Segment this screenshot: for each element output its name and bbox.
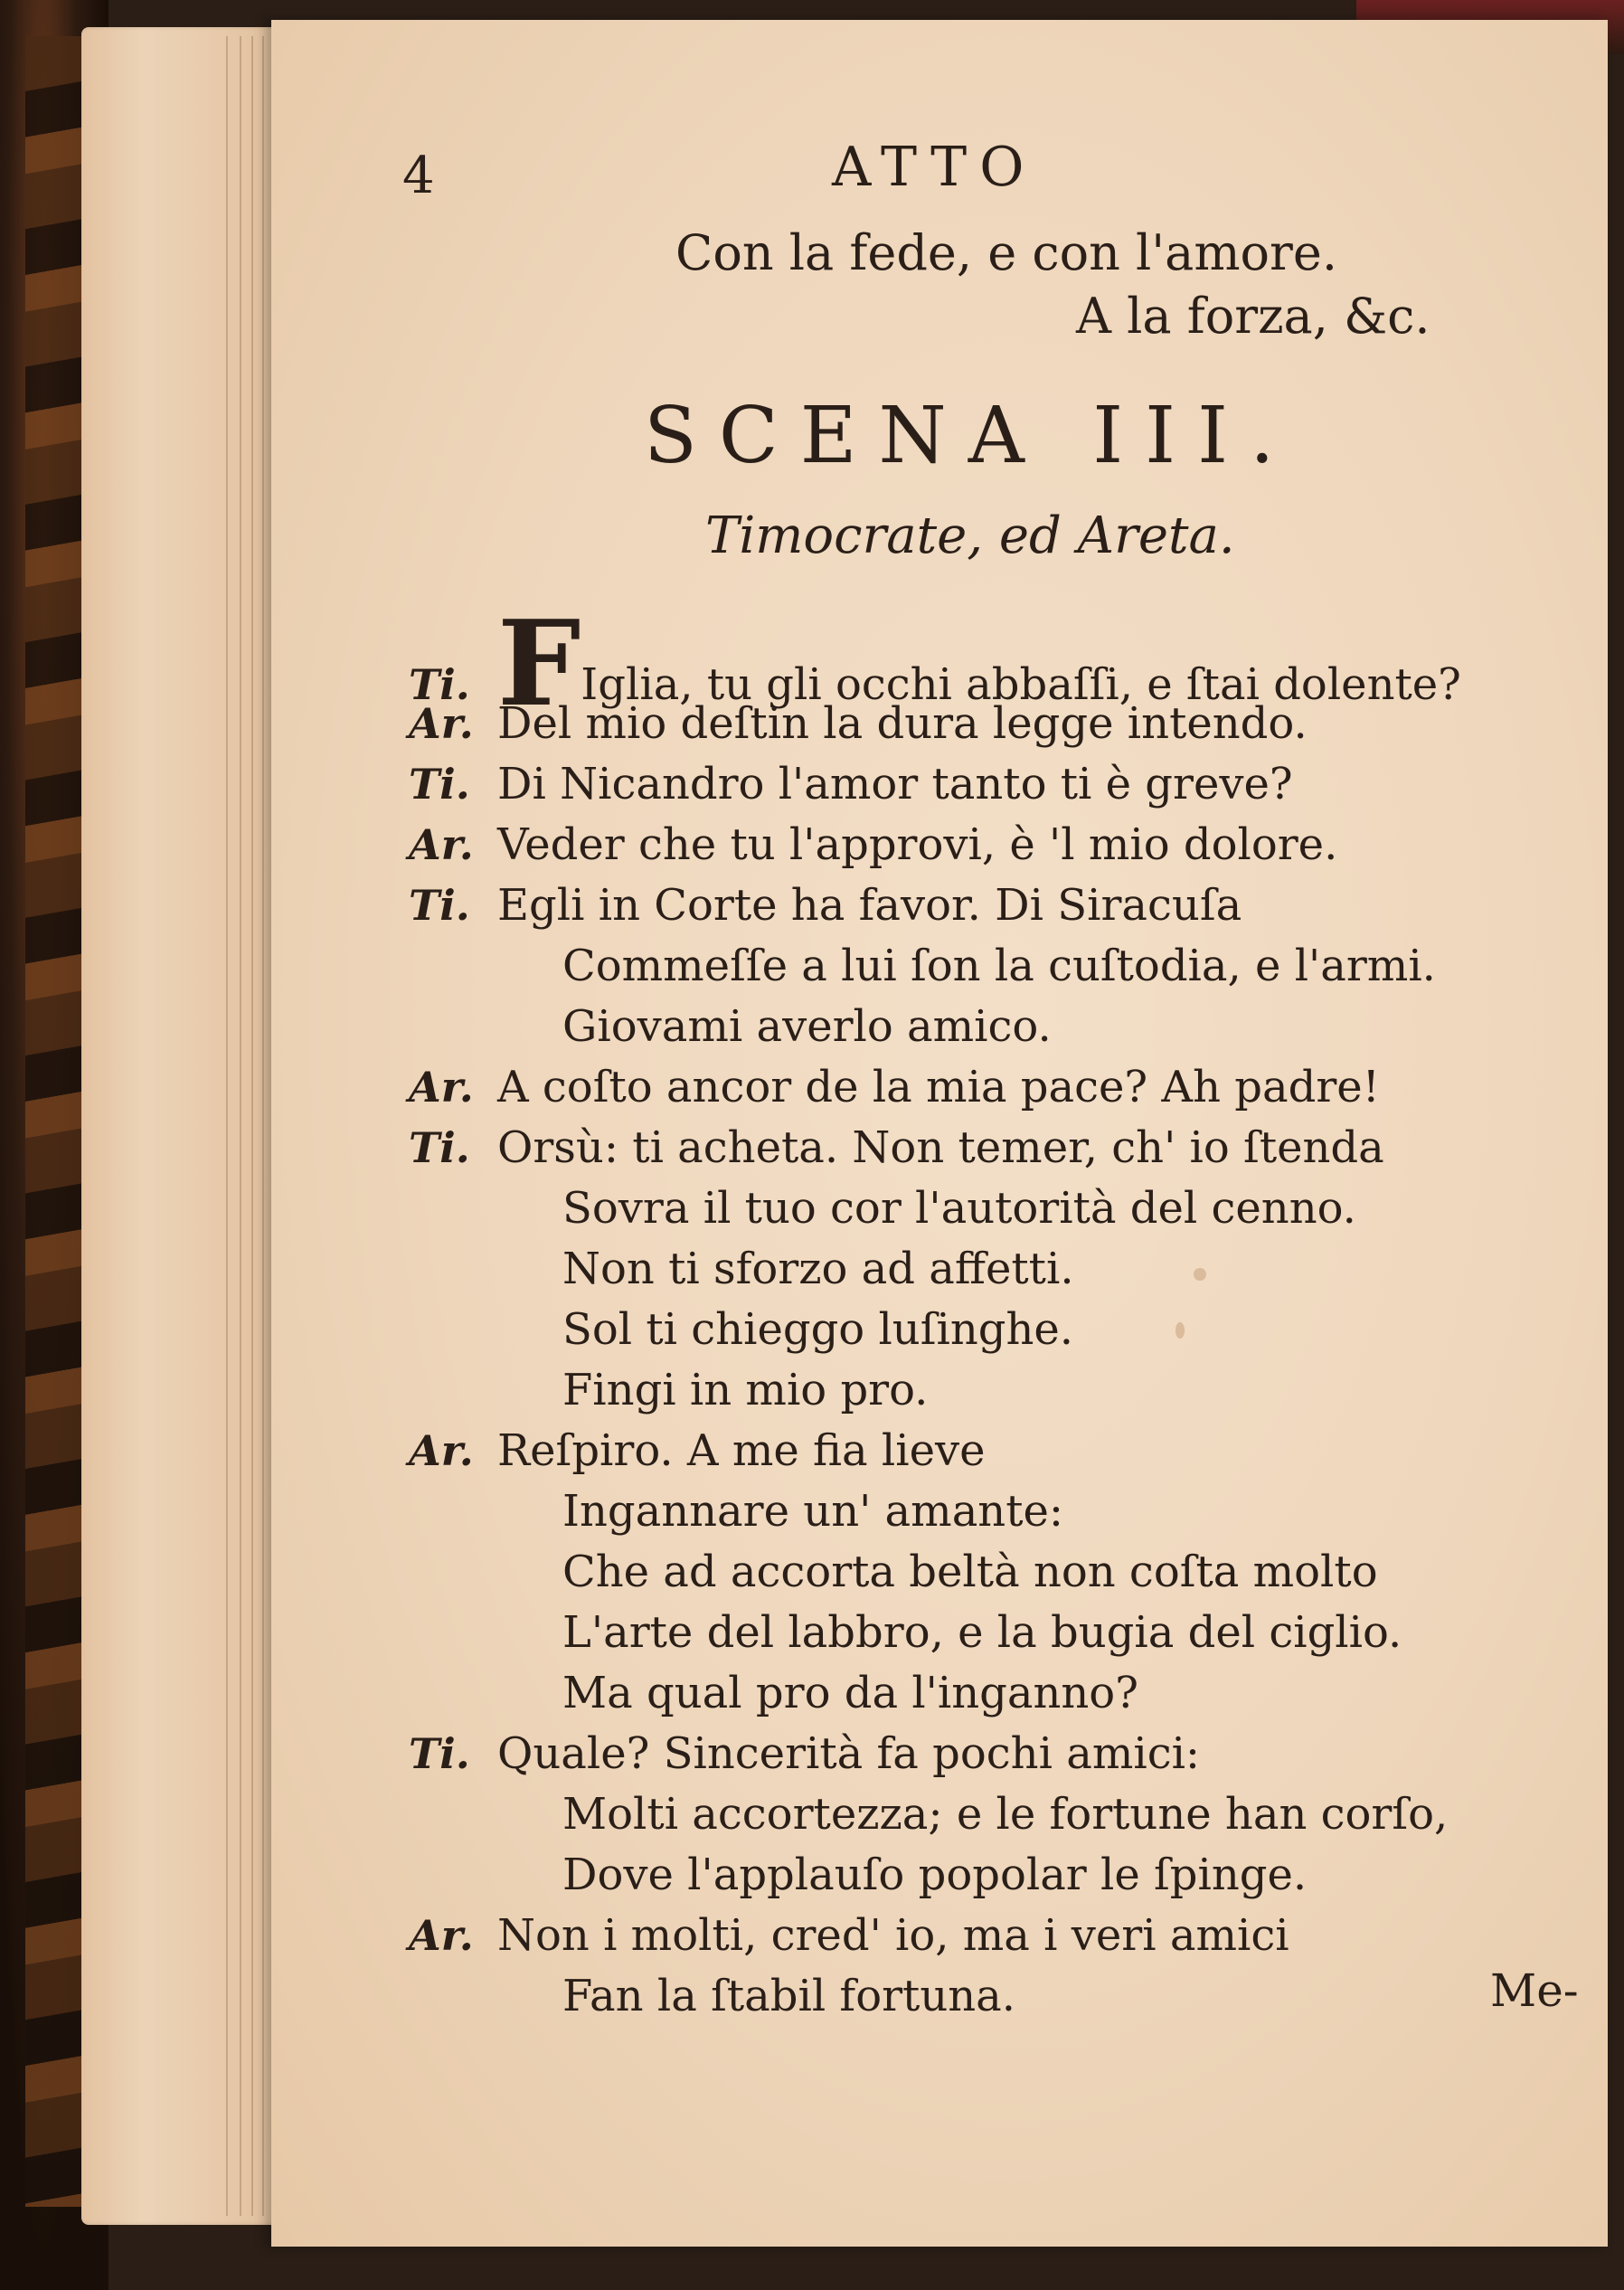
- dialogue-line: [409, 1724, 1584, 1784]
- dialogue-block: [409, 594, 1584, 2027]
- page-edge-line: [240, 36, 241, 2216]
- dialogue-line: [409, 1603, 1584, 1663]
- dialogue-line: [409, 1239, 1584, 1300]
- speaker-label: Ar.: [409, 1426, 474, 1475]
- page-edge-line: [226, 36, 228, 2216]
- dialogue-line: [409, 815, 1584, 875]
- dialogue-line: [409, 1421, 1584, 1481]
- verse-text: Orsù: ti acheta. Non temer, ch' io ſtenda: [497, 1122, 1384, 1173]
- speaker-label: Ar.: [409, 1911, 474, 1960]
- verse-text: A coſto ancor de la mia pace? Ah padre!: [497, 1062, 1380, 1112]
- verse-text: Che ad accorta beltà non coſta molto: [562, 1547, 1378, 1597]
- previous-verse-line: Con la fede, e con l'amore.: [675, 224, 1337, 281]
- page-edge-line: [262, 36, 264, 2216]
- verse-text: Di Nicandro l'amor tanto ti è greve?: [497, 759, 1293, 809]
- verse-text: Sol ti chieggo luſinghe.: [562, 1304, 1074, 1355]
- dialogue-line: [409, 936, 1584, 997]
- catchword: Me-: [1490, 1964, 1579, 2017]
- verse-text: Non i molti, cred' io, ma i veri amici: [497, 1910, 1289, 1961]
- dialogue-line: [409, 694, 1584, 754]
- verse-text: Fingi in mio pro.: [562, 1365, 929, 1415]
- verse-text: Giovami averlo amico.: [562, 1001, 1052, 1052]
- dialogue-line: [409, 875, 1584, 936]
- running-head: ATTO: [832, 136, 1037, 199]
- drop-cap: F: [497, 594, 581, 733]
- verse-text: Ingannare un' amante:: [562, 1486, 1064, 1537]
- dialogue-line: [409, 1845, 1584, 1906]
- dialogue-line: [409, 1118, 1584, 1178]
- verse-text: Dove l'applauſo popolar le ſpinge.: [562, 1850, 1308, 1900]
- speaker-label: Ti.: [409, 1123, 470, 1172]
- dialogue-line: [409, 1360, 1584, 1421]
- dialogue-line: [409, 1906, 1584, 1966]
- dialogue-line: [409, 1663, 1584, 1724]
- verse-text: Molti accortezza; e le fortune han corſo,: [562, 1789, 1449, 1840]
- dialogue-line: [409, 1178, 1584, 1239]
- speaker-label: Ti.: [409, 760, 470, 809]
- verse-text: Del mio deſtin la dura legge intendo.: [497, 698, 1308, 749]
- page-number: 4: [402, 147, 435, 205]
- dialogue-line: [409, 1542, 1584, 1603]
- dialogue-line: [409, 1057, 1584, 1118]
- verse-text: Iglia, tu gli occhi abbaſſi, e ſtai dolente?: [581, 659, 1461, 710]
- verse-text: Veder che tu l'approvi, è 'l mio dolore.: [497, 819, 1338, 870]
- dialogue-line: [409, 1784, 1584, 1845]
- verse-text: L'arte del labbro, e la bugia del ciglio.: [562, 1607, 1402, 1658]
- verse-text: Reſpiro. A me fia lieve: [497, 1425, 986, 1476]
- speaker-label: Ti.: [409, 1729, 470, 1778]
- speaker-label: Ti.: [409, 881, 470, 930]
- cover-marbling: [25, 36, 89, 2207]
- dialogue-line: [409, 1481, 1584, 1542]
- verse-text: Commeſſe a lui ſon la cuſtodia, e l'armi.: [562, 941, 1436, 991]
- speaker-label: Ti.: [409, 660, 470, 709]
- verse-text: Non ti sforzo ad affetti.: [562, 1244, 1074, 1294]
- scene-characters: Timocrate, ed Areta.: [705, 506, 1235, 565]
- previous-verse-line: A la forza, &c.: [1076, 288, 1430, 345]
- dialogue-line: [409, 754, 1584, 815]
- speaker-label: Ar.: [409, 1063, 474, 1112]
- verse-text: Quale? Sincerità fa pochi amici:: [497, 1728, 1201, 1779]
- scene-title: SCENA III.: [644, 391, 1297, 481]
- dialogue-line: [409, 1300, 1584, 1360]
- verse-text: Egli in Corte ha favor. Di Siracuſa: [497, 880, 1242, 931]
- dialogue-line: [409, 997, 1584, 1057]
- verse-text: Ma qual pro da l'inganno?: [562, 1668, 1138, 1718]
- page-edge-line: [251, 36, 253, 2216]
- speaker-label: Ar.: [409, 820, 474, 869]
- dialogue-line: [409, 1966, 1584, 2027]
- speaker-label: Ar.: [409, 699, 474, 748]
- verse-text: Fan la ſtabil fortuna.: [562, 1971, 1016, 2021]
- page-stack: [81, 27, 289, 2225]
- verse-text: Sovra il tuo cor l'autorità del cenno.: [562, 1183, 1356, 1234]
